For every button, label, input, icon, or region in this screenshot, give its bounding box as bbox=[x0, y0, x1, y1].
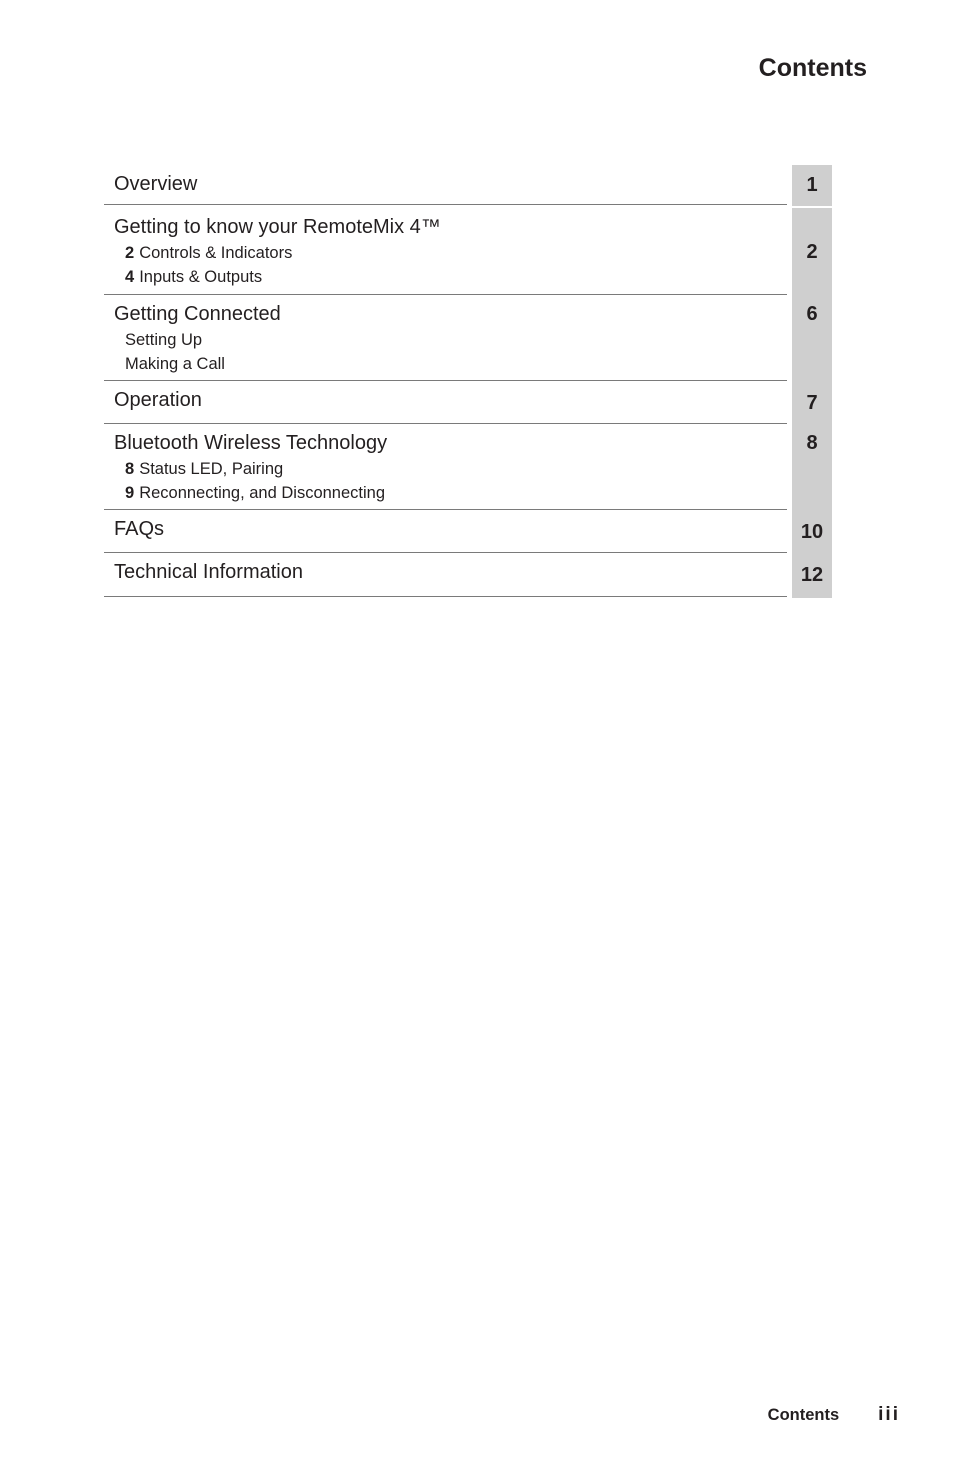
toc-entry-operation[interactable] bbox=[104, 381, 818, 424]
toc-sub-label: Controls & Indicators bbox=[139, 244, 293, 262]
toc-page-number: 10 bbox=[792, 510, 832, 554]
page-footer bbox=[768, 1404, 900, 1426]
table-of-contents bbox=[104, 165, 832, 597]
toc-sub-label: Status LED, Pairing bbox=[139, 460, 284, 478]
toc-sub-list bbox=[114, 241, 787, 289]
toc-page-number: 7 bbox=[792, 381, 832, 425]
toc-sub-item[interactable] bbox=[125, 481, 787, 505]
toc-entry-title: FAQs bbox=[114, 518, 165, 540]
toc-sub-page: 9 bbox=[125, 484, 135, 502]
toc-entry-getting-to-know[interactable] bbox=[104, 208, 818, 295]
toc-sub-page: 4 bbox=[125, 268, 135, 286]
toc-entry-overview[interactable] bbox=[104, 165, 818, 205]
toc-sub-label: Making a Call bbox=[125, 355, 225, 373]
toc-page-number: 8 bbox=[792, 424, 832, 511]
toc-entry-title: Technical Information bbox=[114, 561, 303, 583]
toc-entry-title: Getting Connected bbox=[114, 303, 281, 325]
toc-sub-page: 2 bbox=[125, 244, 135, 262]
toc-entry-bluetooth[interactable] bbox=[104, 424, 818, 510]
toc-sub-label: Inputs & Outputs bbox=[139, 268, 263, 286]
toc-entry-technical-information[interactable] bbox=[104, 553, 824, 597]
footer-section-label: Contents bbox=[767, 1406, 840, 1424]
toc-entry-title: Getting to know your RemoteMix 4™ bbox=[114, 216, 441, 238]
footer-page-number: iii bbox=[878, 1404, 900, 1425]
toc-sub-item[interactable] bbox=[125, 328, 787, 352]
toc-entry-title: Overview bbox=[114, 173, 198, 195]
toc-page-number: 12 bbox=[792, 553, 832, 598]
toc-entry-title: Operation bbox=[114, 389, 202, 411]
page-title: Contents bbox=[758, 54, 867, 82]
toc-sub-item[interactable] bbox=[125, 265, 787, 289]
toc-sub-item[interactable] bbox=[125, 457, 787, 481]
toc-sub-page: 8 bbox=[125, 460, 135, 478]
toc-page-number: 6 bbox=[792, 295, 832, 382]
toc-sub-item[interactable] bbox=[125, 241, 787, 265]
toc-sub-label: Setting Up bbox=[125, 331, 203, 349]
toc-entry-title: Bluetooth Wireless Technology bbox=[114, 432, 388, 454]
toc-sub-list bbox=[114, 328, 787, 376]
toc-entry-faqs[interactable] bbox=[104, 510, 824, 553]
toc-sub-label: Reconnecting, and Disconnecting bbox=[139, 484, 386, 502]
toc-page-number: 2 bbox=[792, 208, 832, 296]
toc-sub-item[interactable] bbox=[125, 352, 787, 376]
toc-entry-getting-connected[interactable] bbox=[104, 295, 818, 381]
toc-page-number: 1 bbox=[792, 165, 832, 206]
toc-sub-list bbox=[114, 457, 787, 505]
